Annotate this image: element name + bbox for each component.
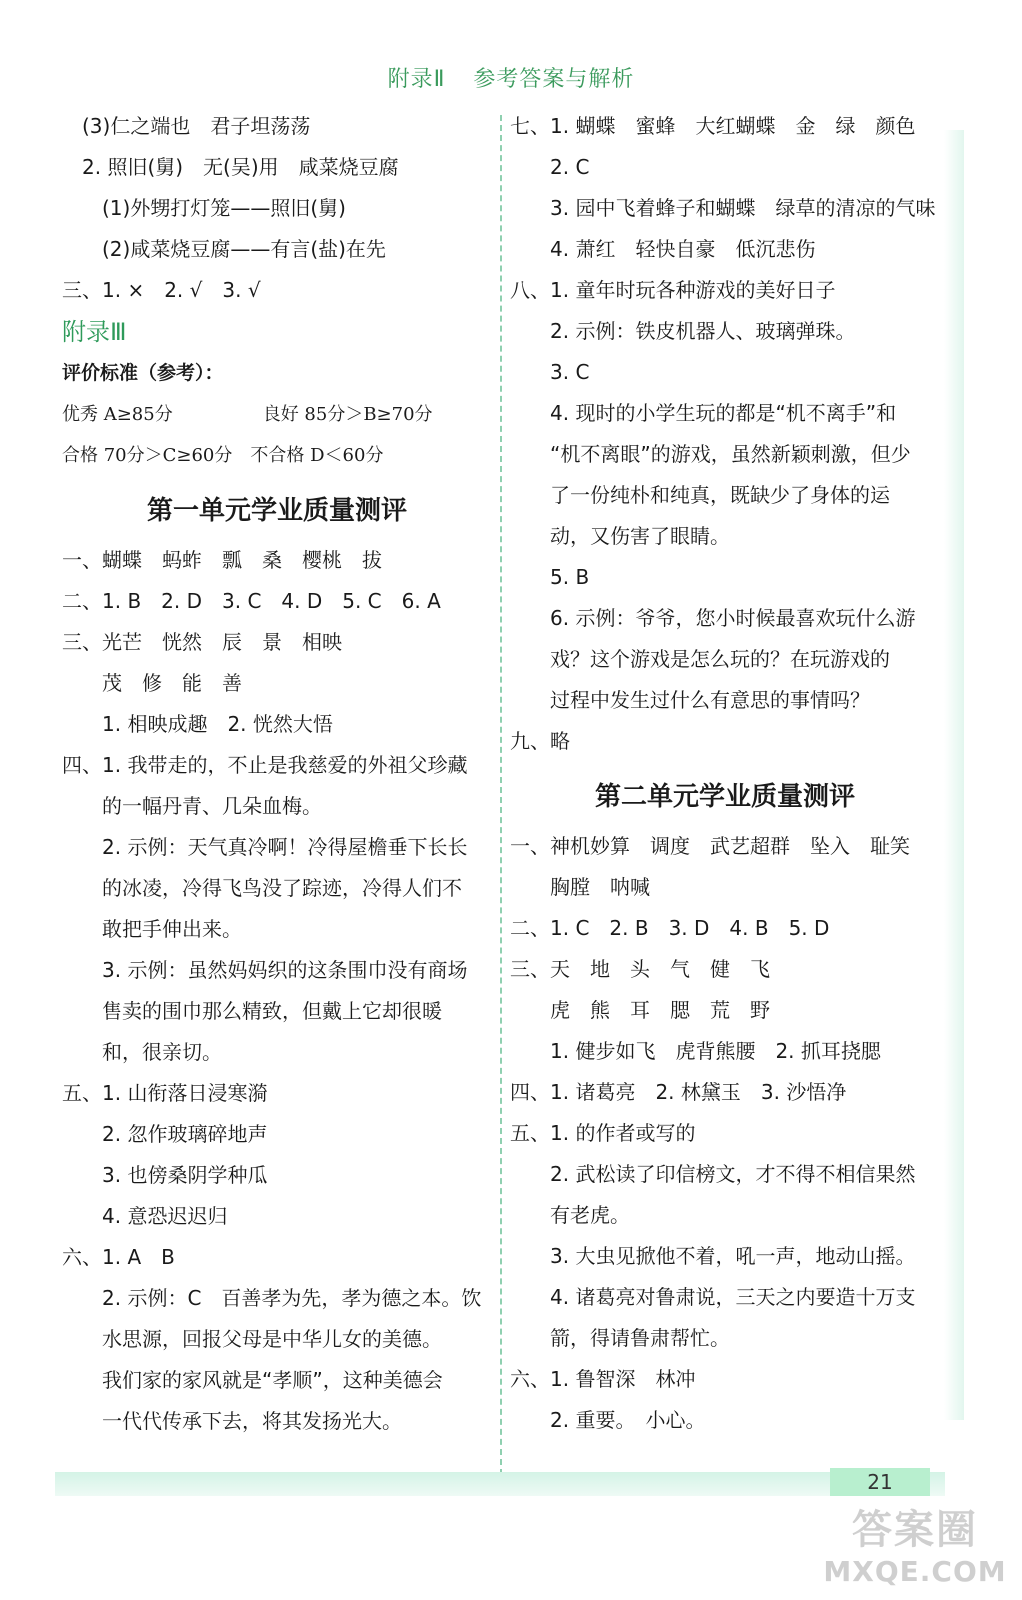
answer-line: 2. 示例：铁皮机器人、玻璃弹珠。 (510, 319, 856, 343)
answer-line: 二、1. B 2. D 3. C 4. D 5. C 6. A (62, 589, 441, 613)
answer-line: 敢把手伸出来。 (62, 917, 242, 941)
answer-line: 售卖的围巾那么精致，但戴上它却很暖 (62, 999, 442, 1023)
answer-line: 5. B (510, 565, 590, 589)
answer-line: 有老虎。 (510, 1203, 630, 1227)
left-column (62, 106, 492, 1442)
answer-line: 2. 重要。 小心。 (510, 1408, 706, 1432)
watermark-url: MXQE.COM (823, 1555, 1007, 1588)
answer-line: 4. 诸葛亮对鲁肃说，三天之内要造十万支 (510, 1285, 916, 1309)
answer-line: 1. 健步如飞 虎背熊腰 2. 抓耳挠腮 (510, 1039, 881, 1063)
answer-line: 七、1. 蝴蝶 蜜蜂 大红蝴蝶 金 绿 颜色 (510, 114, 916, 138)
watermark-logo (820, 1498, 1010, 1593)
answer-line: 6. 示例：爷爷，您小时候最喜欢玩什么游 (510, 606, 916, 630)
answer-line: (2)咸菜烧豆腐——有言(盐)在先 (62, 237, 386, 261)
answer-line: 水思源，回报父母是中华儿女的美德。 (62, 1327, 442, 1351)
answer-line: 胸膛 呐喊 (510, 875, 650, 899)
watermark-title: 答案圈 (852, 1507, 978, 1553)
answer-line: 了一份纯朴和纯真，既缺少了身体的运 (510, 483, 890, 507)
answer-line: 3. 也傍桑阴学种瓜 (62, 1163, 268, 1187)
answer-line: 3. 示例：虽然妈妈织的这条围巾没有商场 (62, 958, 468, 982)
answer-line: 2. 武松读了印信榜文，才不得不相信果然 (510, 1162, 916, 1186)
answer-line: 六、1. 鲁智深 林冲 (510, 1367, 696, 1391)
answer-line: 4. 意恐迟迟归 (62, 1204, 228, 1228)
answer-line: 一代代传承下去，将其发扬光大。 (62, 1409, 402, 1433)
answer-line: 箭，得请鲁肃帮忙。 (510, 1326, 730, 1350)
header-appendix: 附录Ⅱ (387, 67, 446, 92)
page-number: 21 (830, 1468, 930, 1496)
answer-line: 2. 示例：C 百善孝为先，孝为德之本。饮 (62, 1286, 482, 1310)
answer-line: 1. 相映成趣 2. 恍然大悟 (62, 712, 333, 736)
answer-line: 4. 萧红 轻快自豪 低沉悲伤 (510, 237, 816, 261)
answer-line: 附录Ⅲ (62, 318, 127, 346)
answer-line: (3)仁之端也 君子坦荡荡 (62, 114, 311, 138)
answer-line: 2. 示例：天气真冷啊！冷得屋檐垂下长长 (62, 835, 468, 859)
answer-line: 过程中发生过什么有意思的事情吗？ (510, 688, 870, 712)
answer-line: 3. C (510, 360, 590, 384)
answer-line: 4. 现时的小学生玩的都是“机不离手”和 (510, 401, 897, 425)
answer-line: 二、1. C 2. B 3. D 4. B 5. D (510, 916, 830, 940)
answer-line: 一、神机妙算 调度 武艺超群 坠入 耻笑 (510, 834, 910, 858)
header-title: 参考答案与解析 (473, 67, 635, 92)
answer-line: (1)外甥打灯笼——照旧(舅) (62, 196, 346, 220)
answer-line: 3. 园中飞着蜂子和蝴蝶 绿草的清凉的气味 (510, 196, 936, 220)
answer-line: 茂 修 能 善 (62, 671, 242, 695)
answer-line: 的冰凌，冷得飞鸟没了踪迹，冷得人们不 (62, 876, 462, 900)
answer-line: 动，又伤害了眼睛。 (510, 524, 730, 548)
page-header (0, 62, 1022, 93)
answer-line: “机不离眼”的游戏，虽然新颖刺激，但少 (510, 442, 911, 466)
answer-line: 四、1. 我带走的，不止是我慈爱的外祖父珍藏 (62, 753, 468, 777)
section-heading: 第一单元学业质量测评 (146, 496, 407, 526)
answer-line: 戏？这个游戏是怎么玩的？在玩游戏的 (510, 647, 890, 671)
answer-line: 四、1. 诸葛亮 2. 林黛玉 3. 沙悟净 (510, 1080, 847, 1104)
answer-line: 三、1. × 2. √ 3. √ (62, 278, 261, 302)
answer-line: 优秀 A≥85分 良好 85分＞B≥70分 (62, 404, 433, 425)
column-divider (500, 115, 502, 1475)
answer-line: 六、1. A B (62, 1245, 175, 1269)
answer-line: 的一幅丹青、几朵血梅。 (62, 794, 322, 818)
answer-line: 五、1. 山衔落日浸寒漪 (62, 1081, 268, 1105)
answer-line: 2. C (510, 155, 590, 179)
answer-line: 2. 照旧(舅) 无(吴)用 咸菜烧豆腐 (62, 155, 399, 179)
right-column (510, 106, 940, 1441)
answer-line: 九、略 (510, 729, 570, 753)
answer-line: 和，很亲切。 (62, 1040, 222, 1064)
answer-line: 八、1. 童年时玩各种游戏的美好日子 (510, 278, 836, 302)
answer-line: 三、光芒 恍然 辰 景 相映 (62, 630, 342, 654)
answer-line: 评价标准（参考）： (62, 362, 224, 384)
section-heading: 第二单元学业质量测评 (594, 782, 855, 812)
answer-line: 合格 70分＞C≥60分 不合格 D＜60分 (62, 445, 384, 466)
answer-line: 3. 大虫见掀他不着，吼一声，地动山摇。 (510, 1244, 916, 1268)
answer-line: 我们家的家风就是“孝顺”，这种美德会 (62, 1368, 443, 1392)
answer-line: 五、1. 的作者或写的 (510, 1121, 696, 1145)
footer-band (55, 1472, 945, 1496)
answer-line: 一、蝴蝶 蚂蚱 瓢 桑 樱桃 拔 (62, 548, 382, 572)
answer-line: 虎 熊 耳 腮 荒 野 (510, 998, 770, 1022)
answer-line: 三、天 地 头 气 健 飞 (510, 957, 770, 981)
page-edge-strip (944, 130, 964, 1420)
answer-line: 2. 忽作玻璃碎地声 (62, 1122, 268, 1146)
